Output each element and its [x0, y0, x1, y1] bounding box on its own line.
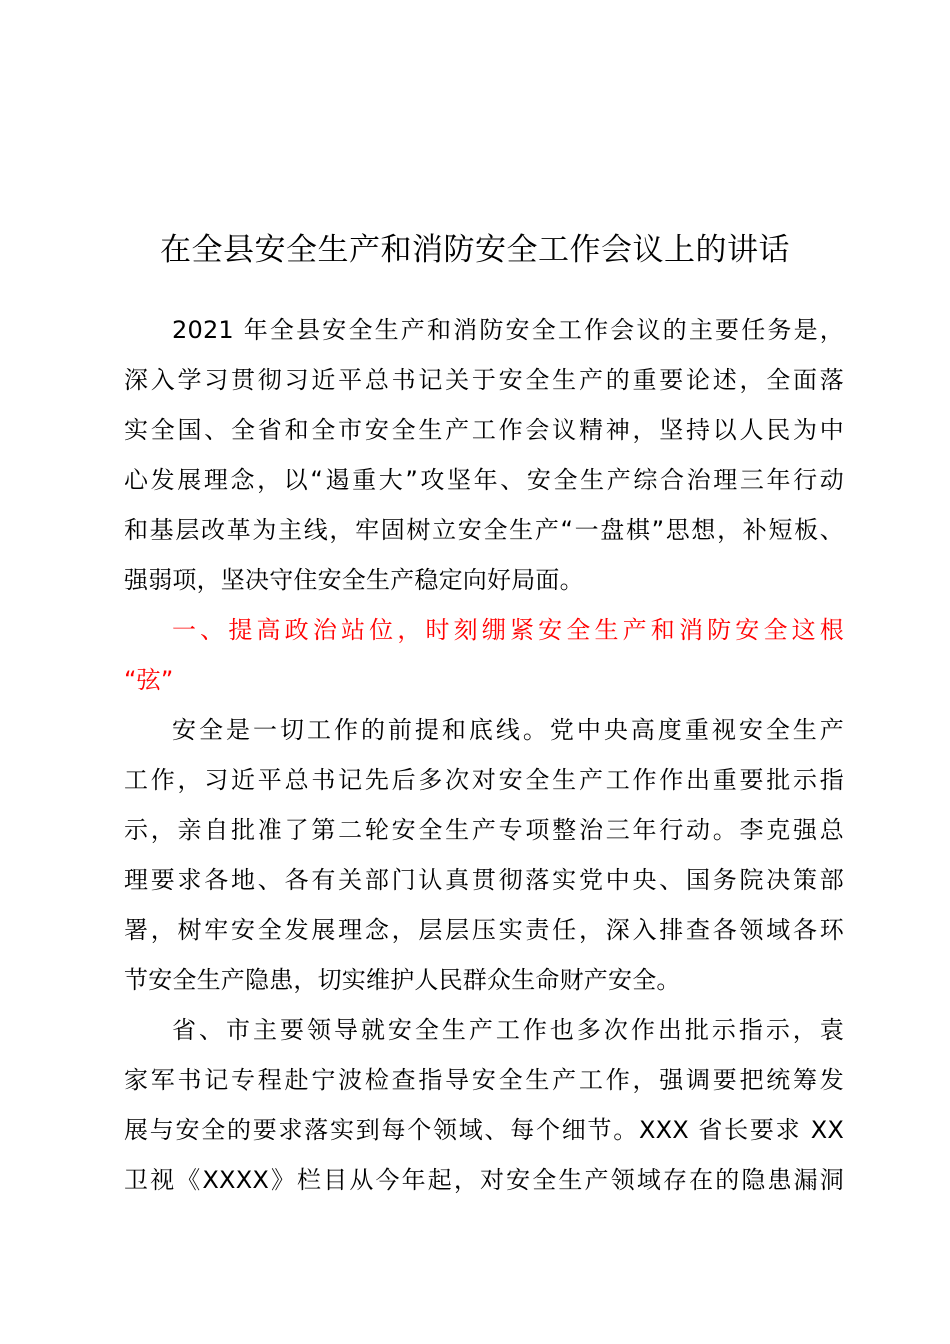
para3-line-2: 家军书记专程赴宁波检查指导安全生产工作，强调要把统筹发 — [124, 1066, 844, 1094]
para2-line-6: 节安全生产隐患，切实维护人民群众生命财产安全。 — [124, 966, 681, 994]
para2-line-2: 工作，习近平总书记先后多次对安全生产工作作出重要批示指 — [124, 766, 844, 794]
intro-line-6: 强弱项，坚决守住安全生产稳定向好局面。 — [124, 566, 584, 594]
para2-line-1: 安全是一切工作的前提和底线。党中央高度重视安全生产 — [172, 716, 844, 744]
paragraph-3 — [124, 1005, 844, 1205]
section-1-heading-line-1: 一、提高政治站位，时刻绷紧安全生产和消防安全这根 — [172, 616, 844, 644]
document-title: 在全县安全生产和消防安全工作会议上的讲话 — [160, 232, 790, 268]
para2-line-5: 署，树牢安全发展理念，层层压实责任，深入排查各领域各环 — [124, 916, 844, 944]
intro-paragraph — [124, 305, 844, 605]
para2-line-4: 理要求各地、各有关部门认真贯彻落实党中央、国务院决策部 — [124, 866, 844, 894]
intro-line-5: 和基层改革为主线，牢固树立安全生产“一盘棋”思想，补短板、 — [124, 516, 844, 544]
intro-line-1: 2021 年全县安全生产和消防安全工作会议的主要任务是， — [172, 316, 844, 344]
section-1-heading — [124, 605, 844, 705]
para3-line-1: 省、市主要领导就安全生产工作也多次作出批示指示，袁 — [172, 1016, 844, 1044]
para2-line-3: 示，亲自批准了第二轮安全生产专项整治三年行动。李克强总 — [124, 816, 844, 844]
section-1-heading-line-2: “弦” — [124, 666, 174, 694]
para3-line-4: 卫视《XXXX》栏目从今年起，对安全生产领域存在的隐患漏洞 — [124, 1166, 844, 1194]
para3-line-3: 展与安全的要求落实到每个领域、每个细节。XXX 省长要求 XX — [124, 1116, 844, 1144]
intro-line-3: 实全国、全省和全市安全生产工作会议精神，坚持以人民为中 — [124, 416, 844, 444]
intro-line-2: 深入学习贯彻习近平总书记关于安全生产的重要论述，全面落 — [124, 366, 844, 394]
paragraph-2 — [124, 705, 844, 1005]
intro-line-4: 心发展理念，以“遏重大”攻坚年、安全生产综合治理三年行动 — [124, 466, 844, 494]
document-body — [124, 305, 844, 1205]
